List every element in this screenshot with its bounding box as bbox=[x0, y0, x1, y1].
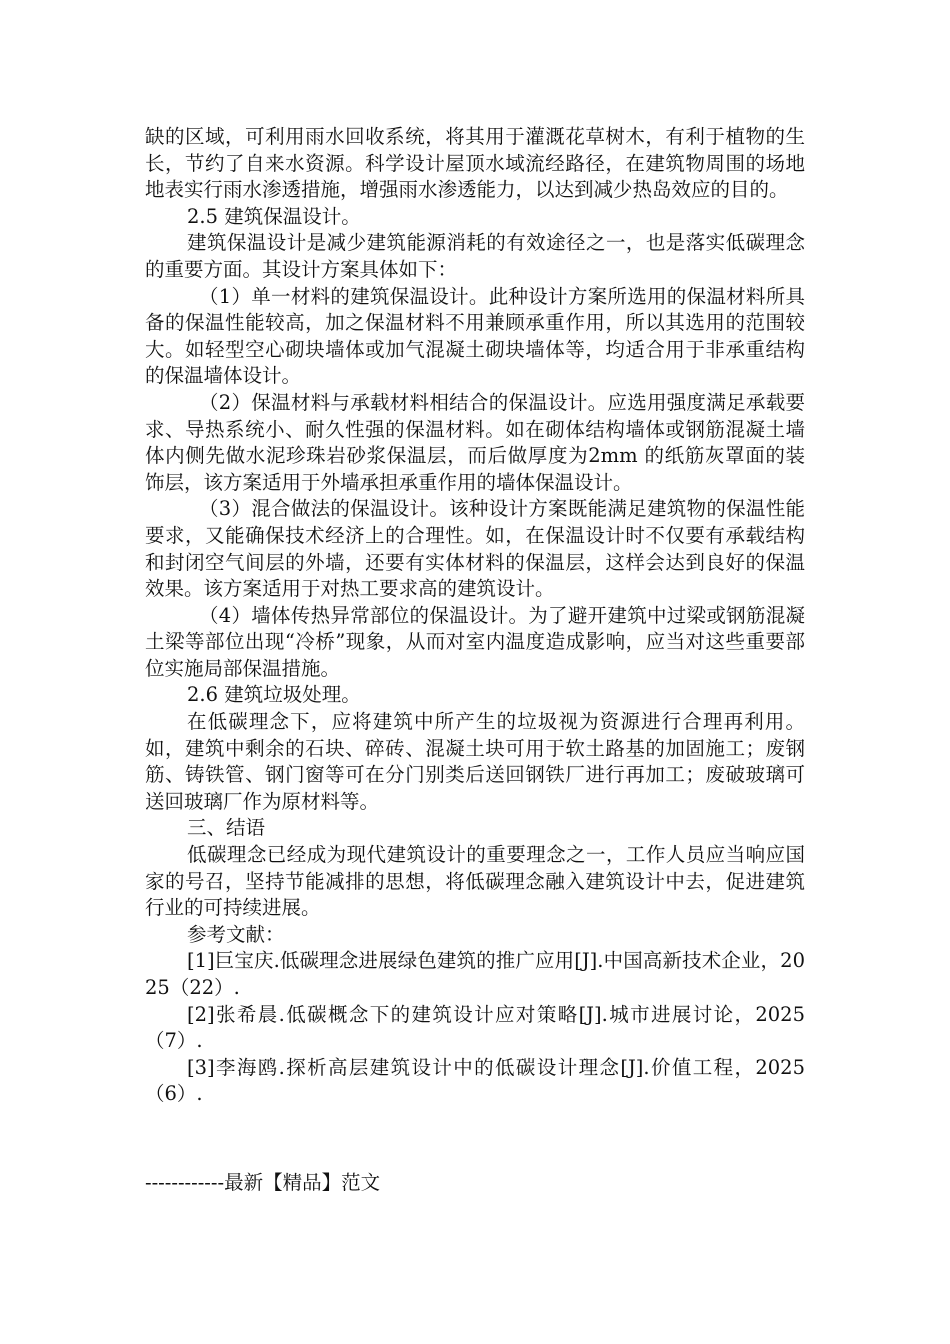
document-body bbox=[145, 124, 805, 1108]
reference-item-1: [1]巨宝庆.低碳理念进展绿色建筑的推广应用[J].中国高新技术企业，2025（22）. bbox=[145, 949, 805, 999]
section-heading-2-6: 2.6 建筑垃圾处理。 bbox=[187, 683, 361, 707]
paragraph-insulation-intro: 建筑保温设计是减少建筑能源消耗的有效途径之一，也是落实低碳理念的重要方面。其设计方案具体如下： bbox=[145, 231, 805, 281]
paragraph-conclusion: 低碳理念已经成为现代建筑设计的重要理念之一，工作人员应当响应国家的号召，坚持节能减排的思想，将低碳理念融入建筑设计中去，促进建筑行业的可持续进展。 bbox=[145, 843, 805, 920]
list-item-insulation-2: （2）保温材料与承载材料相结合的保温设计。应选用强度满足承载要求、导热系统小、耐久性强的保温材料。如在砌体结构墙体或钢筋混凝土墙体内侧先做水泥珍珠岩砂浆保温层，而后做厚度为2mm 的纸筋灰罩面的装饰层，该方案适用于外墙承担承重作用的墙体保温设计。 bbox=[145, 390, 805, 494]
reference-item-3: [3]李海鸥.探析高层建筑设计中的低碳设计理念[J].价值工程，2025（6）. bbox=[145, 1055, 805, 1106]
list-item-insulation-3: （3）混合做法的保温设计。该种设计方案既能满足建筑物的保温性能要求，又能确保技术经济上的合理性。如，在保温设计时不仅要有承载结构和封闭空气间层的外墙，还要有实体材料的保温层，这样会达到良好的保温效果。该方案适用于对热工要求高的建筑设计。 bbox=[145, 497, 805, 601]
paragraph-rainwater-continued: 缺的区域，可利用雨水回收系统，将其用于灌溉花草树木，有利于植物的生长，节约了自来水资源。科学设计屋顶水域流经路径，在建筑物周围的场地地表实行雨水渗透措施，增强雨水渗透能力，以达到减少热岛效应的目的。 bbox=[145, 125, 805, 202]
references-heading: 参考文献： bbox=[187, 922, 285, 946]
list-item-insulation-4: （4）墙体传热异常部位的保温设计。为了避开建筑中过梁或钢筋混凝土梁等部位出现“冷桥”现象，从而对室内温度造成影响，应当对这些重要部位实施局部保温措施。 bbox=[145, 603, 805, 680]
reference-item-2: [2]张希晨.低碳概念下的建筑设计应对策略[J].城市进展讨论，2025（7）. bbox=[145, 1002, 805, 1053]
section-heading-2-5: 2.5 建筑保温设计。 bbox=[187, 204, 361, 228]
paragraph-waste-treatment: 在低碳理念下，应将建筑中所产生的垃圾视为资源进行合理再利用。如，建筑中剩余的石块、碎砖、混凝土块可用于软土路基的加固施工；废钢筋、铸铁管、钢门窗等可在分门别类后送回钢铁厂进行再加工；废破玻璃可送回玻璃厂作为原材料等。 bbox=[145, 710, 805, 813]
list-item-insulation-1: （1）单一材料的建筑保温设计。此种设计方案所选用的保温材料所具备的保温性能较高，加之保温材料不用兼顾承重作用，所以其选用的范围较大。如轻型空心砌块墙体或加气混凝土砌块墙体等，均适合用于非承重结构的保温墙体设计。 bbox=[145, 284, 805, 388]
section-heading-conclusion: 三、结语 bbox=[187, 816, 266, 840]
page-footer: ------------最新【精品】范文 bbox=[145, 1171, 381, 1194]
